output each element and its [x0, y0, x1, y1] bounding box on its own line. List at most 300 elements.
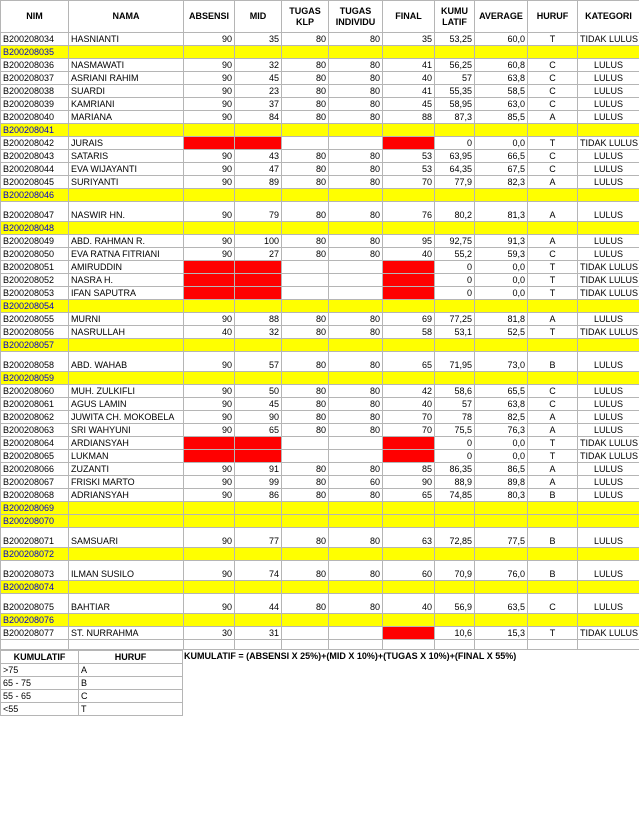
- legend-letter: C: [79, 690, 183, 703]
- cell-huruf: A: [528, 424, 578, 437]
- cell-final: [383, 627, 435, 640]
- cell-absensi: [184, 287, 235, 300]
- cell-average: 52,5: [475, 326, 528, 339]
- cell-tugas-individu: [329, 300, 383, 313]
- cell-mid: [235, 124, 282, 137]
- cell-tugas-klp: 80: [282, 476, 329, 489]
- cell-nim: B200208070: [1, 515, 69, 528]
- cell-final: 70: [383, 176, 435, 189]
- header-row: [1, 1, 639, 33]
- cell-nama: [69, 124, 184, 137]
- table-row: [1, 528, 639, 548]
- cell-absensi: 90: [184, 352, 235, 372]
- cell-kumulatif: 88,9: [435, 476, 475, 489]
- cell-nama: [69, 515, 184, 528]
- cell-absensi: 90: [184, 398, 235, 411]
- header-nama: NAMA: [69, 1, 184, 33]
- cell-tugas-individu: [329, 437, 383, 450]
- cell-average: 76,3: [475, 424, 528, 437]
- cell-nim: B200208072: [1, 548, 69, 561]
- cell-absensi: 90: [184, 98, 235, 111]
- cell-tugas-klp: [282, 222, 329, 235]
- cell-absensi: [184, 261, 235, 274]
- cell-tugas-klp: 80: [282, 463, 329, 476]
- cell-absensi: 90: [184, 235, 235, 248]
- cell-kumulatif: 0: [435, 450, 475, 463]
- cell-final: [383, 548, 435, 561]
- cell-final: 60: [383, 561, 435, 581]
- cell-nim: B200208046: [1, 189, 69, 202]
- cell-kumulatif: [435, 124, 475, 137]
- cell-nama: [69, 339, 184, 352]
- cell-mid: 43: [235, 150, 282, 163]
- cell-tugas-klp: 80: [282, 594, 329, 614]
- cell-tugas-individu: 80: [329, 528, 383, 548]
- cell-mid: 23: [235, 85, 282, 98]
- cell-tugas-klp: [282, 189, 329, 202]
- cell-average: 0,0: [475, 450, 528, 463]
- cell-final: [383, 261, 435, 274]
- cell-huruf: A: [528, 313, 578, 326]
- cell-kumulatif: 55,2: [435, 248, 475, 261]
- cell-mid: [235, 189, 282, 202]
- cell-final: [383, 287, 435, 300]
- cell-average: [475, 372, 528, 385]
- cell-average: [475, 339, 528, 352]
- cell-nama: [69, 614, 184, 627]
- cell-absensi: [184, 300, 235, 313]
- cell-kategori: LULUS: [578, 111, 639, 124]
- cell-mid: 79: [235, 202, 282, 222]
- cell-final: 42: [383, 385, 435, 398]
- cell-average: 63,5: [475, 594, 528, 614]
- cell-final: 40: [383, 72, 435, 85]
- cell-huruf: A: [528, 202, 578, 222]
- cell-mid: [235, 614, 282, 627]
- cell-tugas-klp: [282, 450, 329, 463]
- cell-final: 40: [383, 594, 435, 614]
- cell-huruf: A: [528, 411, 578, 424]
- cell-tugas-individu: [329, 450, 383, 463]
- cell-kumulatif: 74,85: [435, 489, 475, 502]
- cell-nama: ABD. WAHAB: [69, 352, 184, 372]
- cell-tugas-individu: 80: [329, 489, 383, 502]
- spacer-cell: [329, 640, 383, 650]
- cell-absensi: 90: [184, 463, 235, 476]
- cell-tugas-klp: [282, 274, 329, 287]
- cell-mid: [235, 300, 282, 313]
- cell-absensi: 90: [184, 528, 235, 548]
- cell-tugas-individu: [329, 548, 383, 561]
- header-kumulatif: KUMU LATIF: [435, 1, 475, 33]
- cell-tugas-individu: [329, 581, 383, 594]
- table-row: [1, 463, 639, 476]
- cell-huruf: A: [528, 176, 578, 189]
- cell-tugas-individu: 80: [329, 235, 383, 248]
- cell-final: [383, 502, 435, 515]
- cell-mid: [235, 274, 282, 287]
- cell-nama: FRISKI MARTO: [69, 476, 184, 489]
- cell-final: [383, 372, 435, 385]
- cell-kategori: [578, 581, 639, 594]
- cell-kategori: TIDAK LULUS: [578, 261, 639, 274]
- cell-tugas-individu: 80: [329, 385, 383, 398]
- cell-kumulatif: 57: [435, 72, 475, 85]
- cell-kategori: [578, 502, 639, 515]
- header-absensi: ABSENSI: [184, 1, 235, 33]
- cell-absensi: 90: [184, 111, 235, 124]
- cell-kumulatif: [435, 222, 475, 235]
- cell-mid: [235, 137, 282, 150]
- cell-kumulatif: 0: [435, 137, 475, 150]
- cell-mid: 86: [235, 489, 282, 502]
- cell-kategori: LULUS: [578, 85, 639, 98]
- cell-kumulatif: [435, 372, 475, 385]
- cell-absensi: 90: [184, 561, 235, 581]
- cell-kategori: LULUS: [578, 202, 639, 222]
- legend-header-huruf: HURUF: [79, 651, 183, 664]
- cell-nama: [69, 46, 184, 59]
- cell-nim: B200208073: [1, 561, 69, 581]
- cell-average: 63,8: [475, 398, 528, 411]
- table-row: [1, 326, 639, 339]
- cell-kumulatif: 77,25: [435, 313, 475, 326]
- cell-tugas-individu: 80: [329, 561, 383, 581]
- cell-absensi: [184, 502, 235, 515]
- cell-kategori: TIDAK LULUS: [578, 326, 639, 339]
- cell-nim: B200208060: [1, 385, 69, 398]
- cell-tugas-individu: 80: [329, 411, 383, 424]
- cell-average: 81,8: [475, 313, 528, 326]
- cell-kategori: LULUS: [578, 528, 639, 548]
- header-huruf: HURUF: [528, 1, 578, 33]
- cell-tugas-klp: 80: [282, 72, 329, 85]
- cell-tugas-klp: [282, 339, 329, 352]
- cell-average: 86,5: [475, 463, 528, 476]
- cell-kumulatif: 78: [435, 411, 475, 424]
- cell-kategori: LULUS: [578, 248, 639, 261]
- cell-mid: 32: [235, 326, 282, 339]
- cell-tugas-klp: [282, 137, 329, 150]
- legend-row: [1, 690, 183, 703]
- cell-kategori: TIDAK LULUS: [578, 450, 639, 463]
- cell-mid: 84: [235, 111, 282, 124]
- cell-tugas-individu: [329, 502, 383, 515]
- cell-nim: B200208066: [1, 463, 69, 476]
- cell-nim: B200208075: [1, 594, 69, 614]
- cell-final: [383, 222, 435, 235]
- cell-average: 63,8: [475, 72, 528, 85]
- cell-nim: B200208059: [1, 372, 69, 385]
- cell-kategori: LULUS: [578, 398, 639, 411]
- table-row: [1, 627, 639, 640]
- cell-tugas-klp: [282, 124, 329, 137]
- table-row: [1, 313, 639, 326]
- cell-final: 58: [383, 326, 435, 339]
- cell-huruf: C: [528, 85, 578, 98]
- cell-tugas-individu: [329, 614, 383, 627]
- cell-kategori: LULUS: [578, 385, 639, 398]
- table-row: [1, 489, 639, 502]
- cell-nim: B200208067: [1, 476, 69, 489]
- cell-tugas-klp: 80: [282, 150, 329, 163]
- cell-kategori: LULUS: [578, 176, 639, 189]
- header-tugas-individu: TUGAS INDIVIDU: [329, 1, 383, 33]
- cell-huruf: B: [528, 561, 578, 581]
- cell-kumulatif: 0: [435, 287, 475, 300]
- cell-tugas-individu: 80: [329, 176, 383, 189]
- cell-kumulatif: 75,5: [435, 424, 475, 437]
- cell-tugas-individu: 80: [329, 594, 383, 614]
- cell-nama: ADRIANSYAH: [69, 489, 184, 502]
- cell-final: 76: [383, 202, 435, 222]
- cell-final: 69: [383, 313, 435, 326]
- cell-huruf: C: [528, 594, 578, 614]
- cell-final: 70: [383, 424, 435, 437]
- cell-huruf: C: [528, 98, 578, 111]
- cell-huruf: [528, 614, 578, 627]
- cell-huruf: C: [528, 150, 578, 163]
- cell-kumulatif: 0: [435, 274, 475, 287]
- cell-mid: 50: [235, 385, 282, 398]
- header-final: FINAL: [383, 1, 435, 33]
- cell-kumulatif: 58,6: [435, 385, 475, 398]
- grade-legend-table: [0, 650, 183, 716]
- cell-mid: 37: [235, 98, 282, 111]
- cell-tugas-klp: 80: [282, 424, 329, 437]
- cell-huruf: T: [528, 326, 578, 339]
- cell-nama: ZUZANTI: [69, 463, 184, 476]
- cell-mid: 44: [235, 594, 282, 614]
- cell-final: 65: [383, 489, 435, 502]
- cell-huruf: T: [528, 274, 578, 287]
- cell-tugas-individu: 80: [329, 98, 383, 111]
- cell-final: 41: [383, 85, 435, 98]
- table-row: [1, 274, 639, 287]
- cell-kumulatif: [435, 581, 475, 594]
- cell-tugas-klp: [282, 581, 329, 594]
- cell-final: 40: [383, 398, 435, 411]
- spacer-cell: [235, 640, 282, 650]
- cell-final: 40: [383, 248, 435, 261]
- table-row: [1, 450, 639, 463]
- table-row-empty: [1, 189, 639, 202]
- cell-nama: MURNI: [69, 313, 184, 326]
- cell-tugas-individu: 80: [329, 424, 383, 437]
- cell-kumulatif: 10,6: [435, 627, 475, 640]
- legend-letter: B: [79, 677, 183, 690]
- cell-final: 35: [383, 33, 435, 46]
- cell-average: [475, 300, 528, 313]
- cell-tugas-individu: [329, 46, 383, 59]
- cell-mid: [235, 437, 282, 450]
- cell-final: 88: [383, 111, 435, 124]
- spacer-cell: [578, 640, 639, 650]
- cell-absensi: 90: [184, 476, 235, 489]
- cell-tugas-individu: 80: [329, 33, 383, 46]
- cell-nim: B200208049: [1, 235, 69, 248]
- table-row-empty: [1, 46, 639, 59]
- cell-tugas-individu: 80: [329, 72, 383, 85]
- cell-tugas-individu: [329, 124, 383, 137]
- cell-kategori: [578, 124, 639, 137]
- cell-average: 89,8: [475, 476, 528, 489]
- cell-tugas-klp: 80: [282, 202, 329, 222]
- cell-average: 82,3: [475, 176, 528, 189]
- table-row-empty: [1, 502, 639, 515]
- cell-final: [383, 274, 435, 287]
- cell-nim: B200208058: [1, 352, 69, 372]
- cell-huruf: C: [528, 385, 578, 398]
- cell-kumulatif: 57: [435, 398, 475, 411]
- cell-final: 53: [383, 150, 435, 163]
- cell-kategori: TIDAK LULUS: [578, 627, 639, 640]
- cell-nim: B200208074: [1, 581, 69, 594]
- cell-absensi: 90: [184, 176, 235, 189]
- cell-huruf: T: [528, 33, 578, 46]
- cell-absensi: [184, 372, 235, 385]
- cell-nim: B200208052: [1, 274, 69, 287]
- cell-huruf: A: [528, 235, 578, 248]
- cell-kategori: LULUS: [578, 561, 639, 581]
- cell-nama: JUWITA CH. MOKOBELA: [69, 411, 184, 424]
- cell-absensi: [184, 548, 235, 561]
- table-row-empty: [1, 124, 639, 137]
- cell-kumulatif: 63,95: [435, 150, 475, 163]
- cell-tugas-individu: [329, 137, 383, 150]
- cell-average: 76,0: [475, 561, 528, 581]
- cell-kumulatif: [435, 189, 475, 202]
- cell-nama: ILMAN SUSILO: [69, 561, 184, 581]
- cell-tugas-individu: [329, 515, 383, 528]
- cell-average: [475, 614, 528, 627]
- cell-huruf: A: [528, 111, 578, 124]
- cell-nim: B200208041: [1, 124, 69, 137]
- cell-final: [383, 124, 435, 137]
- cell-mid: 45: [235, 72, 282, 85]
- cell-nama: IFAN SAPUTRA: [69, 287, 184, 300]
- cell-average: [475, 581, 528, 594]
- table-row: [1, 85, 639, 98]
- spacer-cell: [69, 640, 184, 650]
- cell-tugas-klp: 80: [282, 111, 329, 124]
- cell-tugas-individu: 80: [329, 111, 383, 124]
- cell-kumulatif: 56,9: [435, 594, 475, 614]
- cell-kumulatif: 64,35: [435, 163, 475, 176]
- table-row: [1, 176, 639, 189]
- cell-average: 0,0: [475, 437, 528, 450]
- table-row: [1, 385, 639, 398]
- cell-kategori: TIDAK LULUS: [578, 274, 639, 287]
- table-row: [1, 111, 639, 124]
- cell-huruf: T: [528, 137, 578, 150]
- cell-average: [475, 515, 528, 528]
- cell-average: 67,5: [475, 163, 528, 176]
- cell-mid: [235, 261, 282, 274]
- cell-final: [383, 437, 435, 450]
- cell-tugas-individu: 80: [329, 326, 383, 339]
- cell-average: 59,3: [475, 248, 528, 261]
- cell-nama: SAMSUARI: [69, 528, 184, 548]
- cell-average: 0,0: [475, 274, 528, 287]
- cell-kategori: [578, 222, 639, 235]
- table-row: [1, 411, 639, 424]
- cell-huruf: T: [528, 627, 578, 640]
- cell-mid: [235, 548, 282, 561]
- table-row: [1, 424, 639, 437]
- cell-average: 0,0: [475, 287, 528, 300]
- cell-nim: B200208051: [1, 261, 69, 274]
- cell-absensi: 90: [184, 385, 235, 398]
- table-row: [1, 476, 639, 489]
- cell-nim: B200208062: [1, 411, 69, 424]
- cell-kategori: LULUS: [578, 476, 639, 489]
- spacer-cell: [282, 640, 329, 650]
- cell-tugas-klp: 80: [282, 163, 329, 176]
- cell-final: 65: [383, 352, 435, 372]
- cell-mid: [235, 339, 282, 352]
- legend-body: [1, 651, 183, 716]
- cell-kategori: [578, 46, 639, 59]
- cell-mid: 77: [235, 528, 282, 548]
- cell-nim: B200208039: [1, 98, 69, 111]
- cell-huruf: C: [528, 72, 578, 85]
- cell-nama: AMIRUDDIN: [69, 261, 184, 274]
- cell-kumulatif: [435, 515, 475, 528]
- cell-huruf: [528, 502, 578, 515]
- legend-header-kumulatif: KUMULATIF: [1, 651, 79, 664]
- cell-kumulatif: [435, 300, 475, 313]
- cell-average: [475, 124, 528, 137]
- cell-kategori: LULUS: [578, 163, 639, 176]
- cell-nim: B200208036: [1, 59, 69, 72]
- cell-kategori: LULUS: [578, 463, 639, 476]
- cell-absensi: [184, 222, 235, 235]
- cell-huruf: A: [528, 476, 578, 489]
- cell-absensi: 90: [184, 150, 235, 163]
- cell-nama: NASRA H.: [69, 274, 184, 287]
- cell-tugas-klp: 80: [282, 176, 329, 189]
- spacer-cell: [435, 640, 475, 650]
- cell-nama: [69, 581, 184, 594]
- cell-nim: B200208040: [1, 111, 69, 124]
- cell-mid: 88: [235, 313, 282, 326]
- cell-kategori: [578, 189, 639, 202]
- cell-average: [475, 548, 528, 561]
- cell-mid: 99: [235, 476, 282, 489]
- table-row: [1, 98, 639, 111]
- cell-mid: 47: [235, 163, 282, 176]
- cell-average: 80,3: [475, 489, 528, 502]
- cell-tugas-individu: [329, 189, 383, 202]
- cell-huruf: B: [528, 489, 578, 502]
- cell-kumulatif: 0: [435, 437, 475, 450]
- cell-kumulatif: 86,35: [435, 463, 475, 476]
- cell-tugas-individu: 80: [329, 313, 383, 326]
- cell-nama: [69, 222, 184, 235]
- cell-huruf: B: [528, 528, 578, 548]
- cell-average: 60,0: [475, 33, 528, 46]
- cell-absensi: [184, 614, 235, 627]
- cell-tugas-individu: [329, 627, 383, 640]
- cell-kategori: [578, 372, 639, 385]
- cell-kategori: [578, 548, 639, 561]
- cell-nama: NASWIR HN.: [69, 202, 184, 222]
- cell-huruf: [528, 581, 578, 594]
- legend-range: 55 - 65: [1, 690, 79, 703]
- cell-kumulatif: 77,9: [435, 176, 475, 189]
- spacer-cell: [475, 640, 528, 650]
